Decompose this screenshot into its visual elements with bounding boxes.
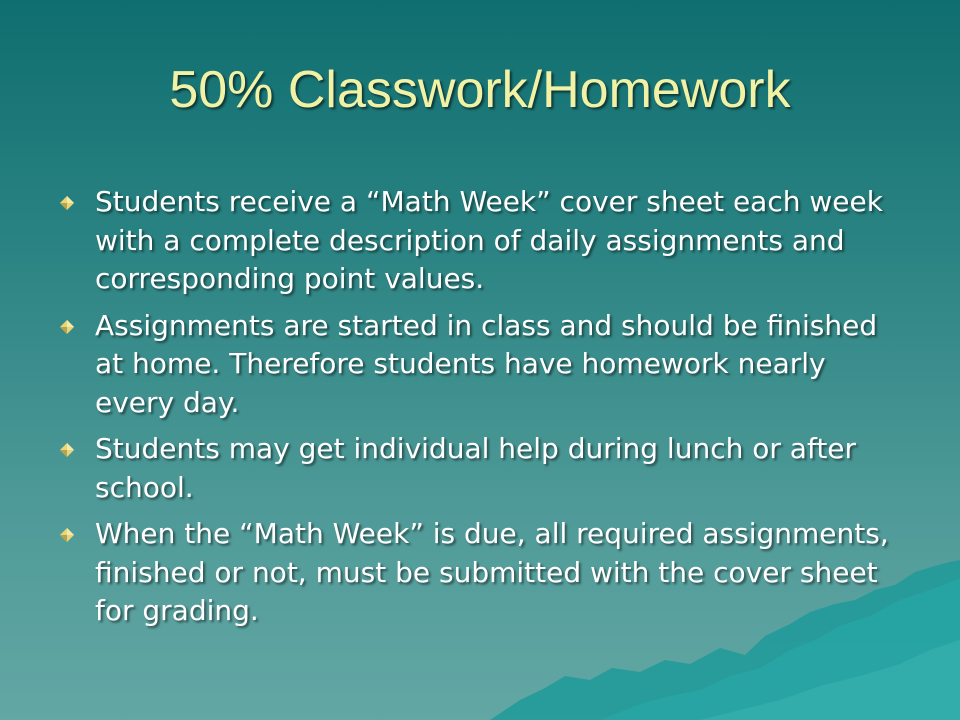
bullet-item [60,183,910,299]
diamond-bullet-icon [60,196,74,210]
diamond-bullet-icon [60,528,74,542]
bullet-text: Assignments are started in class and should be finished at home. Therefore students have homework nearly every day. [95,308,878,419]
bullet-item [60,307,910,423]
bullet-text: Students receive a “Math Week” cover sheet each week with a complete description of daily assignments and corresponding point values. [95,185,883,295]
bullet-text: Students may get individual help during lunch or after school. [95,432,857,504]
bullet-list [60,183,910,639]
slide-title: 50% Classwork/Homework [169,61,791,119]
bullet-item [60,515,910,631]
diamond-bullet-icon [60,443,74,457]
bullet-text: When the “Math Week” is due, all required assignments, finished or not, must be submitted with the cover sheet for grading. [95,517,889,627]
diamond-bullet-icon [60,320,74,334]
bullet-item [60,430,910,507]
